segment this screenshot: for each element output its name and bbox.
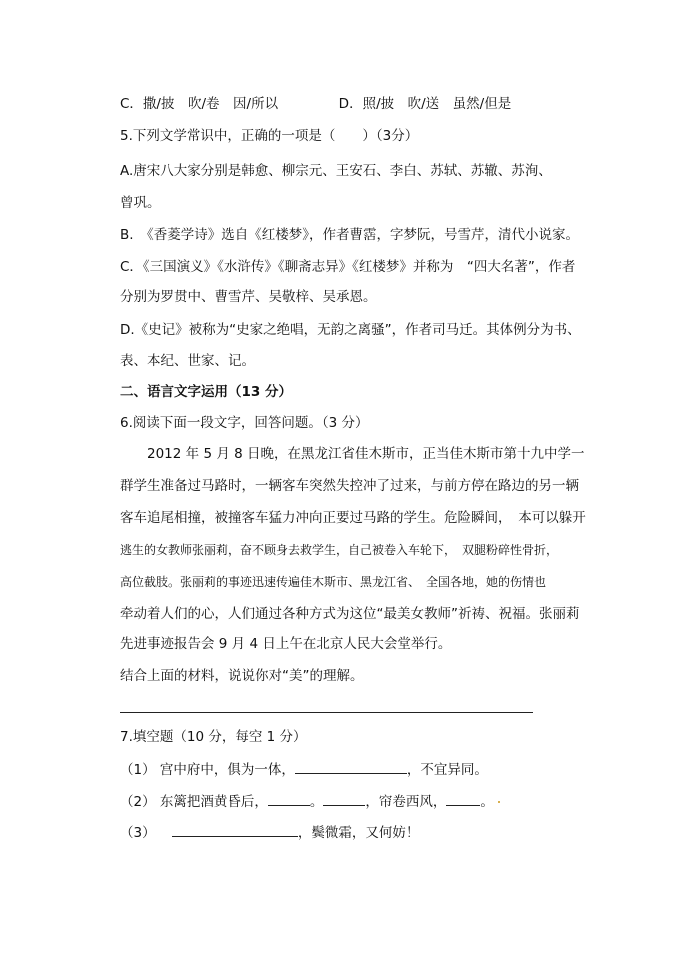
q7-item-1-text-a: 宫中府中，俱为一体， (159, 762, 295, 778)
q5-option-d-line1: D.《史记》被称为“史家之绝唱，无韵之离骚”，作者司马迁。其体例分为书、 (120, 322, 581, 338)
q6-passage-line6: 牵动着人们的心，人们通过各种方式为这位“最美女教师”祈祷、祝福。张丽莉 (120, 606, 580, 622)
q7-stem: 7.填空题（10 分，每空 1 分） (120, 729, 307, 745)
fill-blank[interactable] (172, 822, 298, 837)
q7-item-2-text-b: 。 (309, 794, 324, 810)
q7-item-2-text-d: 。 (480, 794, 494, 810)
q7-item-3-text-b: ，鬓微霜，又何妨！ (297, 825, 420, 841)
q7-item-3-number: （3） (120, 825, 156, 841)
q6-passage-line1: 2012 年 5 月 8 日晚，在黑龙江省佳木斯市，正当佳木斯市第十九中学一 (120, 446, 585, 462)
q6-passage-line4: 逃生的女教师张丽莉，奋不顾身去救学生，自己被卷入车轮下， 双腿粉碎性骨折， (120, 543, 559, 557)
q6-stem: 6.阅读下面一段文字，回答问题。（3 分） (120, 415, 369, 431)
stray-dot (498, 801, 500, 803)
q5-option-c-line1: C．《三国演义》《水浒传》《聊斋志异》《红楼梦》并称为 “四大名著”，作者 (120, 259, 576, 275)
q7-item-2 (120, 791, 500, 812)
answer-line[interactable] (120, 712, 533, 713)
q7-item-2-text-c: ，帘卷西风， (365, 794, 447, 810)
fill-blank[interactable] (323, 791, 365, 806)
q5-option-a-line1: A.唐宋八大家分别是韩愈、柳宗元、王安石、李白、苏轼、苏辙、苏洵、 (120, 163, 552, 179)
q6-passage-line7: 先进事迹报告会 9 月 4 日上午在北京人民大会堂举行。 (120, 636, 452, 652)
q7-item-1 (120, 759, 488, 780)
fill-blank[interactable] (268, 791, 310, 806)
q6-passage-line2: 群学生准备过马路时，一辆客车突然失控冲了过来，与前方停在路边的另一辆 (120, 478, 579, 494)
q7-item-1-number: （1） (120, 762, 156, 778)
q6-question: 结合上面的材料，说说你对“美”的理解。 (120, 668, 364, 684)
q7-item-2-number: （2） (120, 794, 156, 810)
q6-passage-line5: 高位截肢。张丽莉的事迹迅速传遍佳木斯市、黑龙江省、 全国各地，她的伤情也 (120, 575, 547, 589)
q4-options-line (120, 94, 511, 114)
q4-option-d: D．照/披 吹/送 虽然/但是 (338, 96, 512, 112)
fill-blank[interactable] (295, 759, 407, 774)
q5-option-a-line2: 曾巩。 (120, 195, 161, 211)
q5-option-d-line2: 表、本纪、世家、记。 (120, 353, 255, 369)
q5-stem: 5.下列文学常识中，正确的一项是（ ）（3分） (120, 128, 419, 144)
q7-item-2-text-a: 东篱把酒黄昏后， (159, 794, 268, 810)
fill-blank[interactable] (446, 791, 480, 806)
q7-item-3 (120, 822, 419, 843)
q5-option-c-line2: 分别为罗贯中、曹雪芹、吴敬梓、吴承恩。 (120, 289, 377, 305)
q4-option-c: C．撒/披 吹/卷 因/所以 (120, 96, 279, 112)
q6-passage-line3: 客车追尾相撞，被撞客车猛力冲向正要过马路的学生。危险瞬间， 本可以躲开 (120, 510, 586, 526)
section2-heading: 二、语言文字运用（13 分） (120, 384, 292, 400)
q7-item-1-text-b: ，不宜异同。 (406, 762, 488, 778)
q5-option-b: B. 《香菱学诗》选自《红楼梦》，作者曹霑，字梦阮，号雪芹，清代小说家。 (120, 227, 580, 243)
